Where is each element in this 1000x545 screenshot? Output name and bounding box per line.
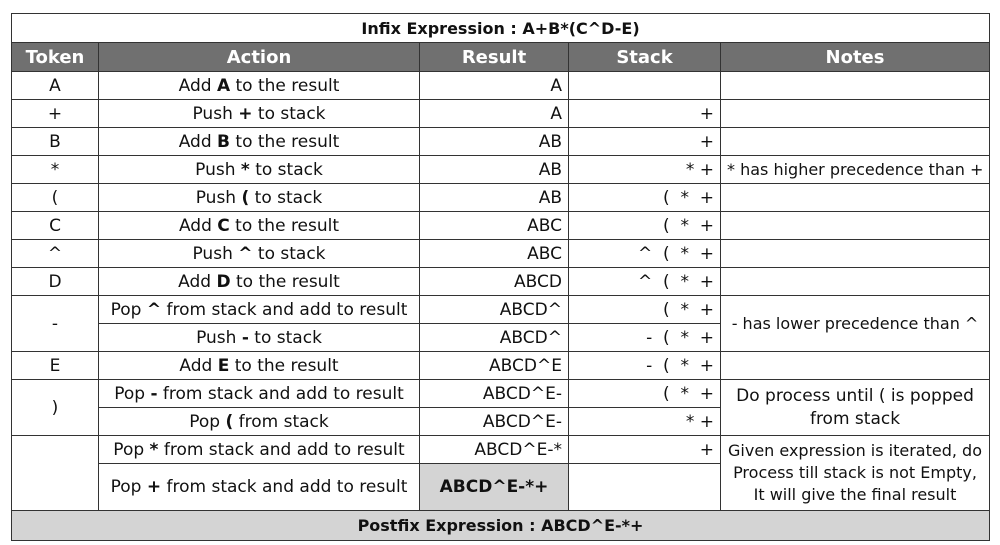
stack-cell: + [569,436,721,464]
result-cell: AB [420,156,569,184]
action-cell: Push - to stack [99,324,420,352]
action-cell: Pop ( from stack [99,408,420,436]
result-cell: ABC [420,240,569,268]
result-cell: AB [420,184,569,212]
notes-cell [721,268,990,296]
postfix-expression-footer: Postfix Expression : ABCD^E-*+ [12,511,990,541]
notes-cell [721,100,990,128]
stack-cell: * + [569,408,721,436]
stack-cell: - ( * + [569,324,721,352]
action-cell: Pop ^ from stack and add to result [99,296,420,324]
result-cell: ABC [420,212,569,240]
action-cell: Add D to the result [99,268,420,296]
token-cell: ^ [12,240,99,268]
token-cell: * [12,156,99,184]
conversion-table-wrapper [11,13,990,541]
action-cell: Add B to the result [99,128,420,156]
action-cell: Add A to the result [99,72,420,100]
header-action: Action [99,43,420,72]
action-cell: Add E to the result [99,352,420,380]
infix-expression-title: Infix Expression : A+B*(C^D-E) [12,14,990,43]
result-cell: ABCD^ [420,324,569,352]
notes-cell [721,128,990,156]
token-cell: B [12,128,99,156]
result-cell: ABCD^E-* [420,436,569,464]
result-cell: A [420,100,569,128]
action-cell: Push ( to stack [99,184,420,212]
table-row [12,184,990,212]
action-cell: Push ^ to stack [99,240,420,268]
token-cell: + [12,100,99,128]
notes-cell: * has higher precedence than + [721,156,990,184]
token-cell: D [12,268,99,296]
stack-cell: ( * + [569,296,721,324]
table-row [12,436,990,464]
notes-cell: Do process until ( is popped from stack [721,380,990,436]
token-cell: A [12,72,99,100]
result-cell: A [420,72,569,100]
action-cell: Pop * from stack and add to result [99,436,420,464]
result-cell: ABCD^E- [420,408,569,436]
stack-cell [569,72,721,100]
stack-cell: + [569,100,721,128]
table-row [12,380,990,408]
header-token: Token [12,43,99,72]
notes-cell: Given expression is iterated, do Process till stack is not Empty, It will give the final result [721,436,990,511]
notes-cell [721,184,990,212]
stack-cell: ( * + [569,184,721,212]
table-row [12,156,990,184]
result-cell: ABCD^E [420,352,569,380]
stack-cell: ^ ( * + [569,268,721,296]
result-cell: AB [420,128,569,156]
table-row [12,268,990,296]
final-result-cell: ABCD^E-*+ [420,464,569,511]
token-cell [12,436,99,511]
stack-cell: ( * + [569,212,721,240]
action-cell: Push * to stack [99,156,420,184]
stack-cell: * + [569,156,721,184]
header-result: Result [420,43,569,72]
stack-cell: ( * + [569,380,721,408]
table-row [12,296,990,324]
notes-cell: - has lower precedence than ^ [721,296,990,352]
result-cell: ABCD^E- [420,380,569,408]
notes-cell [721,72,990,100]
stack-cell [569,464,721,511]
header-notes: Notes [721,43,990,72]
notes-cell [721,212,990,240]
header-stack: Stack [569,43,721,72]
table-row [12,128,990,156]
token-cell: E [12,352,99,380]
action-cell: Push + to stack [99,100,420,128]
action-cell: Pop - from stack and add to result [99,380,420,408]
token-cell: ) [12,380,99,436]
table-row [12,240,990,268]
stack-cell: - ( * + [569,352,721,380]
infix-to-postfix-table [11,13,990,541]
table-row [12,72,990,100]
result-cell: ABCD^ [420,296,569,324]
token-cell: - [12,296,99,352]
notes-cell [721,240,990,268]
table-row [12,100,990,128]
table-row [12,352,990,380]
stack-cell: + [569,128,721,156]
token-cell: C [12,212,99,240]
notes-cell [721,352,990,380]
token-cell: ( [12,184,99,212]
table-row [12,212,990,240]
action-cell: Add C to the result [99,212,420,240]
result-cell: ABCD [420,268,569,296]
action-cell: Pop + from stack and add to result [99,464,420,511]
stack-cell: ^ ( * + [569,240,721,268]
